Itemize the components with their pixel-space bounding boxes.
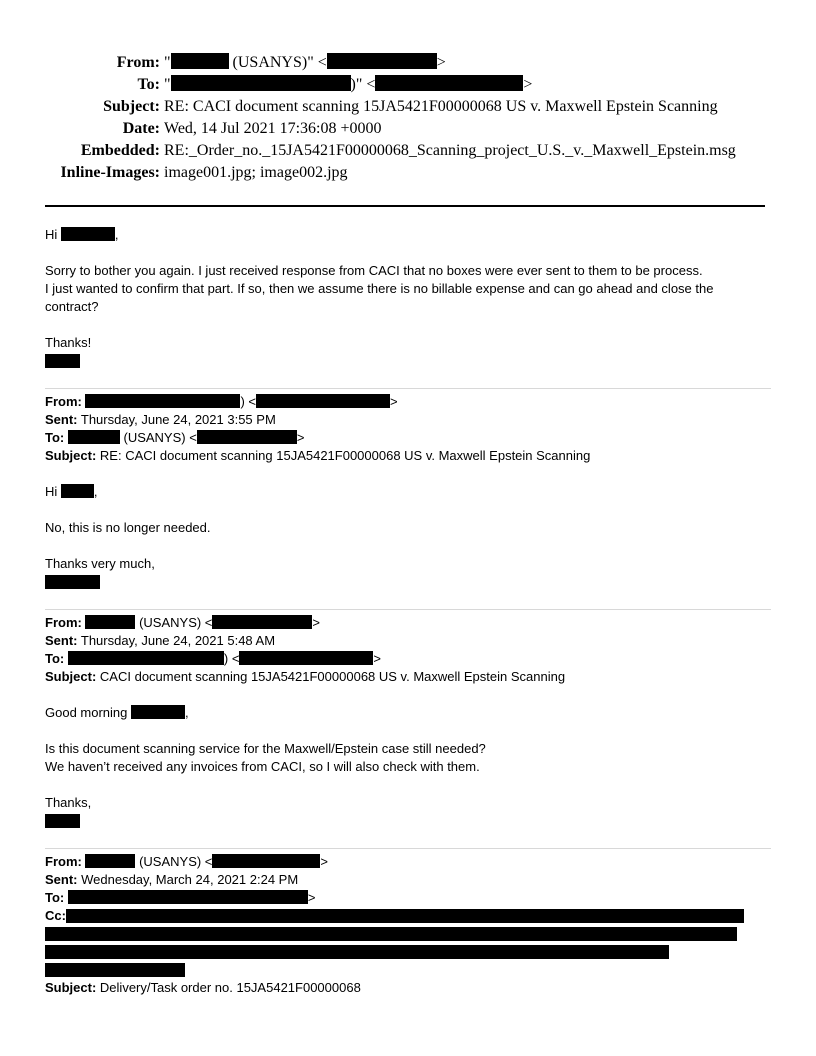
msg1-greeting: Hi ,: [45, 227, 119, 242]
msg4-sent-row: Sent: Wednesday, March 24, 2021 2:24 PM: [45, 872, 299, 887]
header-embedded-row: [0, 140, 736, 162]
msg4-cc-redaction-line-1: [66, 909, 744, 923]
msg2-sent-row: Sent: Thursday, June 24, 2021 3:55 PM: [45, 412, 276, 427]
redaction: [85, 615, 135, 629]
msg4-subject-row: Subject: Delivery/Task order no. 15JA5421F00000068: [45, 980, 361, 995]
header-divider: [45, 205, 765, 207]
msg2-to-row: To: (USANYS) < >: [45, 430, 305, 445]
msg4-to-row: To: >: [45, 890, 316, 905]
header-date-label: Date:: [122, 120, 160, 137]
msg3-body-line-1: Is this document scanning service for the Maxwell/Epstein case still needed?: [45, 741, 486, 756]
msg1-body-line-3: contract?: [45, 299, 99, 314]
msg3-sent-row: Sent: Thursday, June 24, 2021 5:48 AM: [45, 633, 276, 648]
msg4-cc-redaction-line-2: [45, 927, 737, 941]
header-date-value: Wed, 14 Jul 2021 17:36:08 +0000: [164, 120, 382, 137]
msg2-signature-redaction: [45, 575, 100, 589]
header-from-label: From:: [116, 54, 160, 71]
header-subject-value: RE: CACI document scanning 15JA5421F00000068 US v. Maxwell Epstein Scanning: [164, 98, 718, 115]
msg3-body-line-2: We haven’t received any invoices from CACI, so I will also check with them.: [45, 759, 480, 774]
message-separator: [45, 848, 771, 849]
header-subject-label: Subject:: [103, 98, 160, 115]
msg1-signature-redaction: [45, 354, 80, 368]
redaction: [85, 854, 135, 868]
redaction: [256, 394, 390, 408]
msg4-cc-redaction-line-4: [45, 963, 185, 977]
redaction: [327, 53, 437, 69]
redaction: [375, 75, 523, 91]
redaction: [85, 394, 240, 408]
redaction: [131, 705, 185, 719]
redaction: [212, 615, 312, 629]
redaction: [171, 75, 351, 91]
msg3-signature-redaction: [45, 814, 80, 828]
redaction: [197, 430, 297, 444]
message-separator: [45, 609, 771, 610]
msg3-from-row: From: (USANYS) < >: [45, 615, 320, 630]
header-from-row: From: " (USANYS)" < >: [0, 52, 446, 74]
msg4-cc-redaction-line-3: [45, 945, 669, 959]
redaction: [68, 430, 120, 444]
redaction: [212, 854, 320, 868]
header-inline-images-label: Inline-Images:: [60, 164, 160, 181]
msg2-body: No, this is no longer needed.: [45, 520, 211, 535]
msg1-body-line-2: I just wanted to confirm that part. If so, then we assume there is no billable expense and can go ahead and close the: [45, 281, 714, 296]
header-to-row: To: " )" < >: [0, 74, 532, 96]
redaction: [171, 53, 229, 69]
header-to-label: To:: [137, 76, 160, 93]
header-inline-images-row: [0, 162, 348, 184]
msg3-greeting: Good morning ,: [45, 705, 189, 720]
redaction: [61, 227, 115, 241]
msg3-to-row: To: ) < >: [45, 651, 382, 666]
header-embedded-value: RE:_Order_no._15JA5421F00000068_Scanning_project_U.S._v._Maxwell_Epstein.msg: [164, 142, 736, 159]
msg4-cc-row: Cc:: [45, 908, 66, 923]
redaction: [68, 651, 224, 665]
redaction: [68, 890, 308, 904]
msg1-body-line-1: Sorry to bother you again. I just received response from CACI that no boxes were ever sent to them to be process.: [45, 263, 703, 278]
redaction: [61, 484, 94, 498]
redaction: [239, 651, 373, 665]
header-subject-row: [0, 96, 718, 118]
msg3-subject-row: Subject: CACI document scanning 15JA5421F00000068 US v. Maxwell Epstein Scanning: [45, 669, 566, 684]
header-date-row: [0, 118, 382, 140]
msg2-from-row: From: ) < >: [45, 394, 398, 409]
header-embedded-label: Embedded:: [80, 142, 160, 159]
msg4-from-row: From: (USANYS) < >: [45, 854, 328, 869]
msg3-thanks: Thanks,: [45, 795, 92, 810]
msg1-thanks: Thanks!: [45, 335, 92, 350]
msg2-subject-row: Subject: RE: CACI document scanning 15JA5421F00000068 US v. Maxwell Epstein Scanning: [45, 448, 591, 463]
header-inline-images-value: image001.jpg; image002.jpg: [164, 164, 348, 181]
msg2-greeting: Hi ,: [45, 484, 98, 499]
msg2-thanks: Thanks very much,: [45, 556, 155, 571]
message-separator: [45, 388, 771, 389]
